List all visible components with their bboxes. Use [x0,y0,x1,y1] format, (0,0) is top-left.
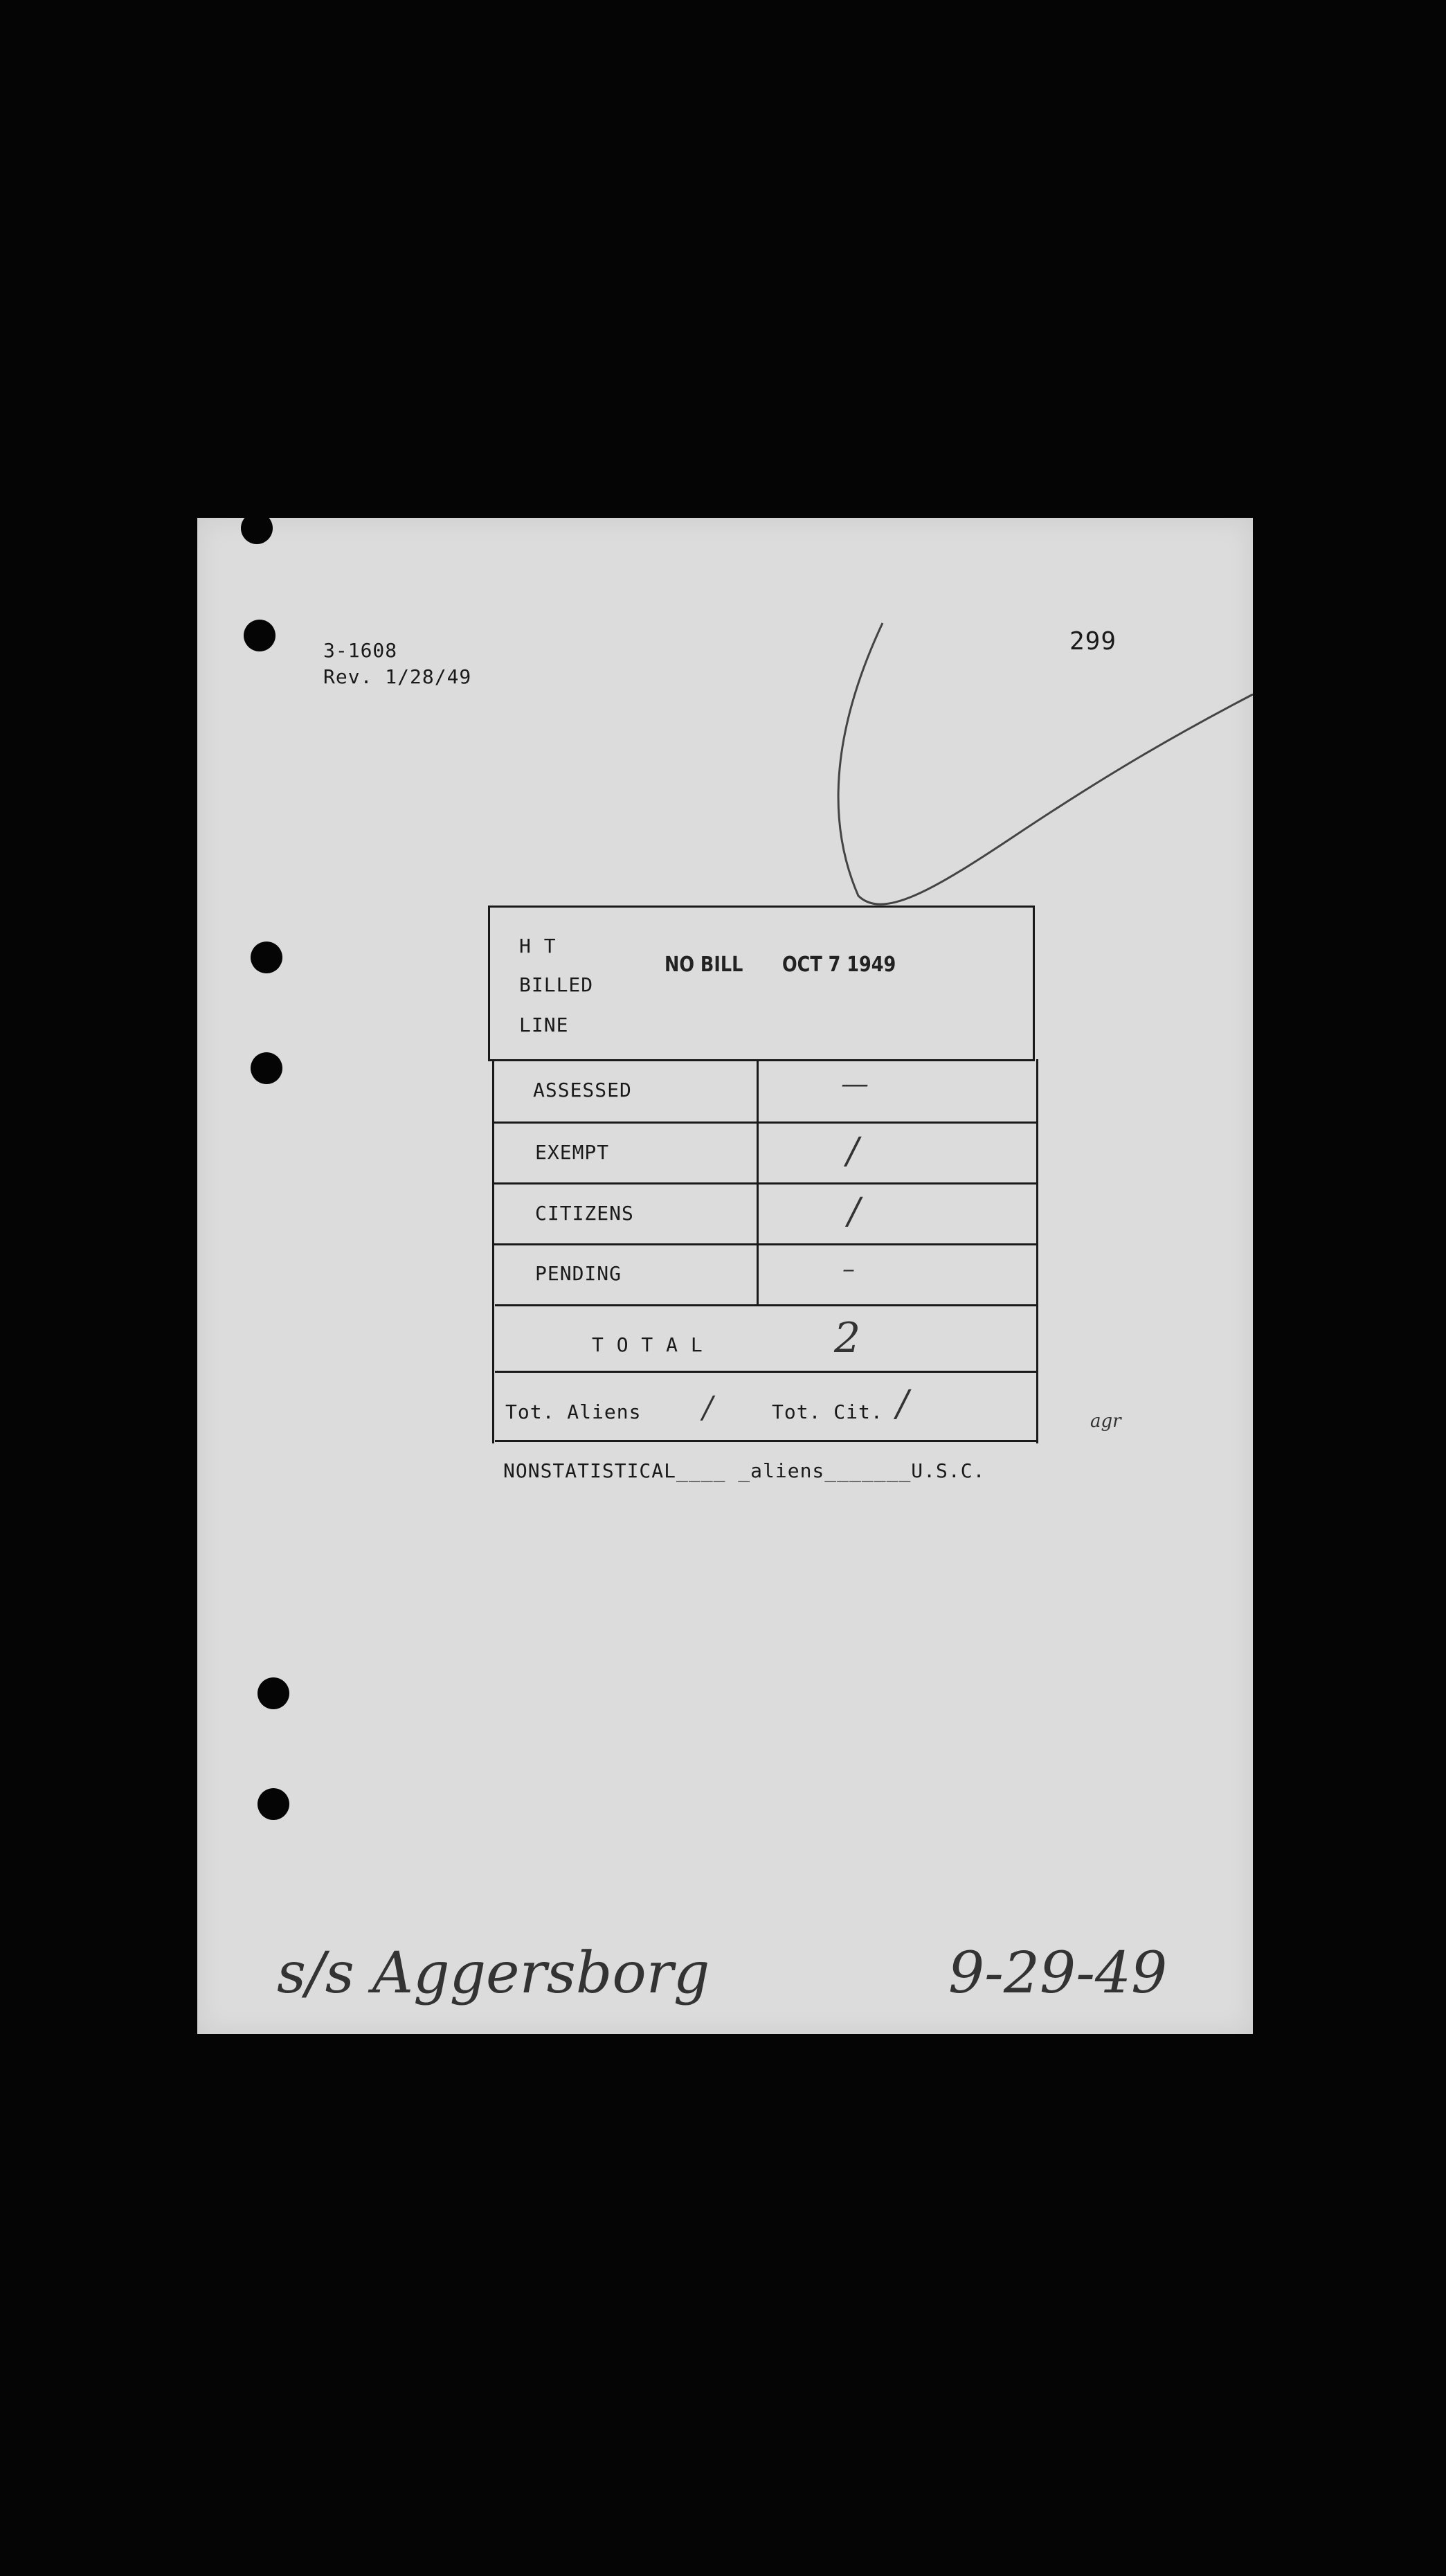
row-value-pending: – [842,1255,855,1284]
row-value-assessed: — [841,1068,869,1100]
punch-hole [257,1788,289,1820]
date-stamp: OCT 7 1949 [782,953,896,977]
row-label-exempt: EXEMPT [535,1141,610,1164]
tot-cit-value: / [896,1383,909,1425]
nonstatistical-line: NONSTATISTICAL____ _aliens_______U.S.C. [503,1459,986,1482]
header-label-line: LINE [519,1014,569,1036]
total-value: 2 [834,1314,861,1362]
row-label-pending: PENDING [535,1262,622,1285]
check-mark-icon [197,518,1253,933]
punch-hole [251,1052,282,1084]
ship-name: s/s Aggersborg [277,1940,710,2006]
total-label: T O T A L [592,1333,703,1356]
tally-box [488,906,1035,1442]
row-value-citizens: / [848,1191,860,1232]
page-number: 299 [1069,627,1117,656]
header-label-ht: H T [519,935,557,957]
punch-hole [251,942,282,973]
handwritten-date: 9-29-49 [948,1940,1168,2006]
tot-aliens-label: Tot. Aliens [505,1400,642,1423]
initials: agr [1090,1411,1121,1432]
row-label-citizens: CITIZENS [535,1202,634,1225]
document-page [197,518,1253,2034]
row-label-assessed: ASSESSED [533,1079,632,1101]
punch-hole [257,1677,289,1709]
row-value-exempt: / [847,1131,859,1172]
form-revision: Rev. 1/28/49 [323,665,472,688]
tot-cit-label: Tot. Cit. [772,1400,883,1423]
header-label-billed: BILLED [519,973,594,996]
tot-aliens-value: / [703,1390,713,1425]
no-bill-stamp: NO BILL [665,953,743,977]
form-number: 3-1608 [323,639,398,662]
